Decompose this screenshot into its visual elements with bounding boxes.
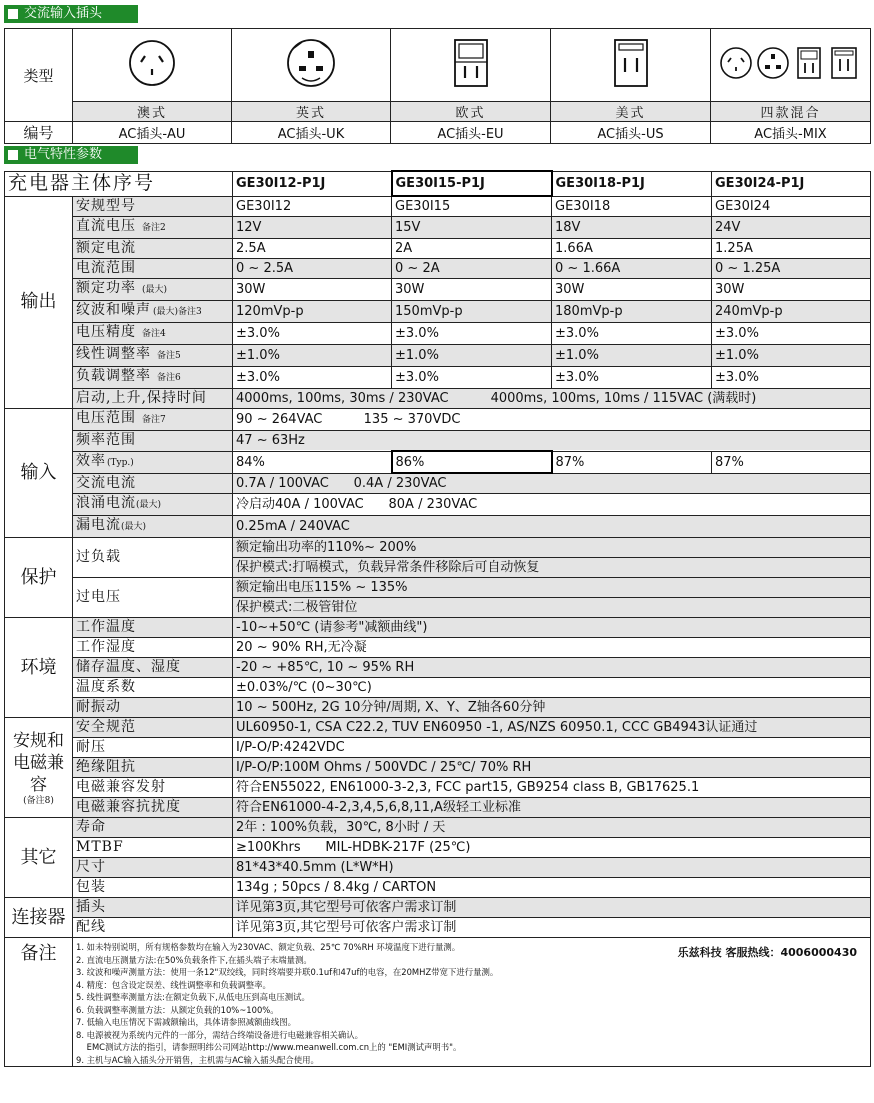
spec-value: 10 ~ 500Hz, 2G 10分钟/周期, X、Y、Z轴各60分钟	[233, 698, 871, 718]
section-header-plugs	[4, 5, 138, 23]
spec-value: ±1.0%	[392, 345, 552, 367]
row-label: 安规型号	[73, 196, 233, 217]
spec-value: ±0.03%/℃ (0~30℃)	[233, 678, 871, 698]
spec-value: I/P-O/P:100M Ohms / 500VDC / 25℃/ 70% RH	[233, 758, 871, 778]
spec-value: 30W	[233, 279, 392, 301]
row-label: MTBF	[73, 838, 233, 858]
plug-table	[4, 28, 871, 144]
spec-value: 1.66A	[552, 239, 712, 259]
row-label: 纹波和噪声 (最大)备注3	[73, 301, 233, 323]
plug-image-cell	[551, 29, 711, 102]
us-plug-icon	[609, 36, 653, 90]
spec-value: 详见第3页,其它型号可依客户需求订制	[233, 898, 871, 918]
row-label: 负载调整率 备注6	[73, 367, 233, 389]
row-label: 包装	[73, 878, 233, 898]
mixed-plugs-icon	[718, 43, 864, 83]
spec-value: 87%	[712, 451, 871, 473]
plug-image-cell	[391, 29, 551, 102]
remark-line: 8. 电源被视为系统内元件的一部分，需结合终端设备进行电磁兼容相关确认。	[76, 1029, 364, 1040]
plug-image-cell	[232, 29, 391, 102]
spec-value: 15V	[392, 217, 552, 239]
spec-value: 保护模式:打嗝模式，负载异常条件移除后可自动恢复	[233, 558, 871, 578]
row-label: 额定功率 (最大)	[73, 279, 233, 301]
row-label: 线性调整率 备注5	[73, 345, 233, 367]
row-label: 电压范围 备注7	[73, 409, 233, 431]
spec-value: ±3.0%	[392, 323, 552, 345]
category-environment: 环境	[5, 618, 73, 718]
remarks-cell	[73, 938, 871, 1067]
section-title: 交流输入插头	[24, 6, 103, 21]
spec-value: 120mVp-p	[233, 301, 392, 323]
uk-plug-icon	[284, 36, 338, 90]
category-input: 输入	[5, 409, 73, 538]
spec-value: 4000ms, 100ms, 30ms / 230VAC 4000ms, 100ms, 10ms / 115VAC (满载时)	[233, 389, 871, 409]
row-label: 配线	[73, 918, 233, 938]
plug-image-cell	[73, 29, 232, 102]
spec-value: 90 ~ 264VAC 135 ~ 370VDC	[233, 409, 871, 431]
remark-line: 6. 负载调整率测量方法：从额定负载的10%~100%。	[76, 1004, 279, 1015]
spec-value: 1.25A	[712, 239, 871, 259]
spec-value: 47 ~ 63Hz	[233, 431, 871, 452]
spec-value: 180mVp-p	[552, 301, 712, 323]
row-label: 直流电压 备注2	[73, 217, 233, 239]
spec-value: ±3.0%	[552, 367, 712, 389]
spec-value: 0.7A / 100VAC 0.4A / 230VAC	[233, 473, 871, 494]
row-label: 频率范围	[73, 431, 233, 452]
spec-value: 30W	[552, 279, 712, 301]
spec-value: 20 ~ 90% RH,无冷凝	[233, 638, 871, 658]
remark-line: EMC测试方法的指引，请参照明纬公司网站http://www.meanwell.com.cn上的 "EMI测试声明书"。	[76, 1042, 462, 1052]
row-label: 额定电流	[73, 239, 233, 259]
spec-value: UL60950-1, CSA C22.2, TUV EN60950 -1, AS/NZS 60950.1, CCC GB4943认证通过	[233, 718, 871, 738]
spec-value: 150mVp-p	[392, 301, 552, 323]
remark-line: 3. 纹波和噪声测量方法：使用一条12"双绞线，同时终端要并联0.1uf和47uf的电容，在20MHZ带宽下进行量测。	[76, 967, 499, 977]
row-label: 电压精度 备注4	[73, 323, 233, 345]
spec-value: 240mVp-p	[712, 301, 871, 323]
spec-value: 0 ~ 2A	[392, 259, 552, 279]
spec-value: 符合EN55022, EN61000-3-2,3, FCC part15, GB9254 class B, GB17625.1	[233, 778, 871, 798]
row-label: 工作湿度	[73, 638, 233, 658]
row-label-type: 类型	[5, 29, 73, 122]
spec-value: 30W	[712, 279, 871, 301]
spec-value: ±1.0%	[712, 345, 871, 367]
plug-code-au: AC插头-AU	[73, 122, 232, 144]
remark-line: 2. 直流电压测量方法:在50%负载条件下,在插头端子末端量测。	[76, 954, 312, 965]
row-label: 过负载	[73, 538, 233, 578]
row-label: 寿命	[73, 818, 233, 838]
row-label-code: 编号	[5, 122, 73, 144]
remark-line: 9. 主机与AC输入插头分开销售，主机需与AC输入插头配合使用。	[76, 1054, 319, 1065]
model-name: GE30I15-P1J	[392, 171, 552, 196]
spec-value: 86%	[392, 451, 552, 473]
square-bullet-icon	[8, 150, 18, 160]
model-name: GE30I24-P1J	[712, 171, 871, 196]
spec-value: ±3.0%	[712, 367, 871, 389]
row-label: 耐振动	[73, 698, 233, 718]
spec-value: 2A	[392, 239, 552, 259]
spec-value: GE30I24	[712, 196, 871, 217]
remark-line: 1. 如未特别说明，所有规格参数均在输入为230VAC、额定负载、25℃ 70%RH 环境温度下进行量测。	[76, 942, 461, 952]
plug-code-uk: AC插头-UK	[232, 122, 391, 144]
spec-value: 84%	[233, 451, 392, 473]
row-label: 尺寸	[73, 858, 233, 878]
spec-table	[4, 170, 871, 1067]
category-remarks: 备注	[5, 938, 73, 1067]
row-label: 温度系数	[73, 678, 233, 698]
row-label: 启动,上升,保持时间	[73, 389, 233, 409]
row-label: 耐压	[73, 738, 233, 758]
spec-value: ±1.0%	[552, 345, 712, 367]
spec-value: ±3.0%	[233, 367, 392, 389]
spec-value: -20 ~ +85℃, 10 ~ 95% RH	[233, 658, 871, 678]
plug-image-cell	[711, 29, 871, 102]
model-header-label: 充电器主体序号	[5, 171, 233, 196]
plug-name-eu: 欧式	[391, 102, 551, 122]
section-header-electrical	[4, 146, 138, 164]
spec-value: GE30I12	[233, 196, 392, 217]
spec-value: ±3.0%	[712, 323, 871, 345]
row-label: 过电压	[73, 578, 233, 618]
remark-line: 4. 精度：包含设定误差、线性调整率和负载调整率。	[76, 979, 271, 990]
spec-value: ±3.0%	[233, 323, 392, 345]
category-note: (备注8)	[23, 795, 54, 806]
category-protection: 保护	[5, 538, 73, 618]
row-label: 插头	[73, 898, 233, 918]
spec-value: GE30I15	[392, 196, 552, 217]
row-label: 交流电流	[73, 473, 233, 494]
spec-value: 2年 : 100%负载，30℃, 8小时 / 天	[233, 818, 871, 838]
spec-value: 详见第3页,其它型号可依客户需求订制	[233, 918, 871, 938]
spec-value: 30W	[392, 279, 552, 301]
spec-value: 符合EN61000-4-2,3,4,5,6,8,11,A级轻工业标准	[233, 798, 871, 818]
spec-value: 0.25mA / 240VAC	[233, 516, 871, 538]
eu-plug-icon	[449, 36, 493, 90]
row-label: 电磁兼容发射	[73, 778, 233, 798]
section-title: 电气特性参数	[24, 147, 103, 162]
remark-line: 5. 线性调整率测量方法:在额定负载下,从低电压到高电压测试。	[76, 992, 310, 1002]
row-label: 电磁兼容抗扰度	[73, 798, 233, 818]
spec-value: 0 ~ 1.25A	[712, 259, 871, 279]
au-plug-icon	[127, 38, 177, 88]
spec-value: 24V	[712, 217, 871, 239]
category-safety-emc: 安规和电磁兼容 (备注8)	[5, 718, 73, 818]
row-label: 电流范围	[73, 259, 233, 279]
plug-name-mix: 四款混合	[711, 102, 871, 122]
spec-value: 额定输出电压115% ~ 135%	[233, 578, 871, 598]
spec-value: GE30I18	[552, 196, 712, 217]
spec-value: 0 ~ 1.66A	[552, 259, 712, 279]
spec-value: I/P-O/P:4242VDC	[233, 738, 871, 758]
square-bullet-icon	[8, 9, 18, 19]
plug-name-uk: 英式	[232, 102, 391, 122]
row-label: 储存温度、湿度	[73, 658, 233, 678]
spec-value: ±3.0%	[552, 323, 712, 345]
row-label: 安全规范	[73, 718, 233, 738]
category-output: 输出	[5, 196, 73, 409]
spec-value: 81*43*40.5mm (L*W*H)	[233, 858, 871, 878]
spec-value: 12V	[233, 217, 392, 239]
spec-value: 18V	[552, 217, 712, 239]
plug-code-mix: AC插头-MIX	[711, 122, 871, 144]
remark-line: 7. 低输入电压情况下需减额输出，具体请参照减额曲线图。	[76, 1017, 297, 1027]
spec-value: 87%	[552, 451, 712, 473]
row-label: 绝缘阻抗	[73, 758, 233, 778]
spec-value: 保护模式:二极管钳位	[233, 598, 871, 618]
row-label: 漏电流(最大)	[73, 516, 233, 538]
category-connector: 连接器	[5, 898, 73, 938]
spec-value: 冷启动40A / 100VAC 80A / 230VAC	[233, 494, 871, 516]
spec-value: ±3.0%	[392, 367, 552, 389]
spec-value: 额定输出功率的110%~ 200%	[233, 538, 871, 558]
spec-value: 134g ; 50pcs / 8.4kg / CARTON	[233, 878, 871, 898]
plug-code-us: AC插头-US	[551, 122, 711, 144]
spec-value: ±1.0%	[233, 345, 392, 367]
spec-value: 2.5A	[233, 239, 392, 259]
spec-value: 0 ~ 2.5A	[233, 259, 392, 279]
spec-value: ≥100Khrs MIL-HDBK-217F (25℃)	[233, 838, 871, 858]
model-name: GE30I18-P1J	[552, 171, 712, 196]
plug-name-au: 澳式	[73, 102, 232, 122]
model-name: GE30I12-P1J	[233, 171, 392, 196]
row-label: 浪涌电流(最大)	[73, 494, 233, 516]
row-label: 工作温度	[73, 618, 233, 638]
row-label: 效率(Typ.)	[73, 451, 233, 473]
service-hotline: 乐兹科技 客服热线：4006000430	[677, 946, 858, 959]
spec-value: -10~+50℃ (请参考"减额曲线")	[233, 618, 871, 638]
category-others: 其它	[5, 818, 73, 898]
plug-name-us: 美式	[551, 102, 711, 122]
plug-code-eu: AC插头-EU	[391, 122, 551, 144]
